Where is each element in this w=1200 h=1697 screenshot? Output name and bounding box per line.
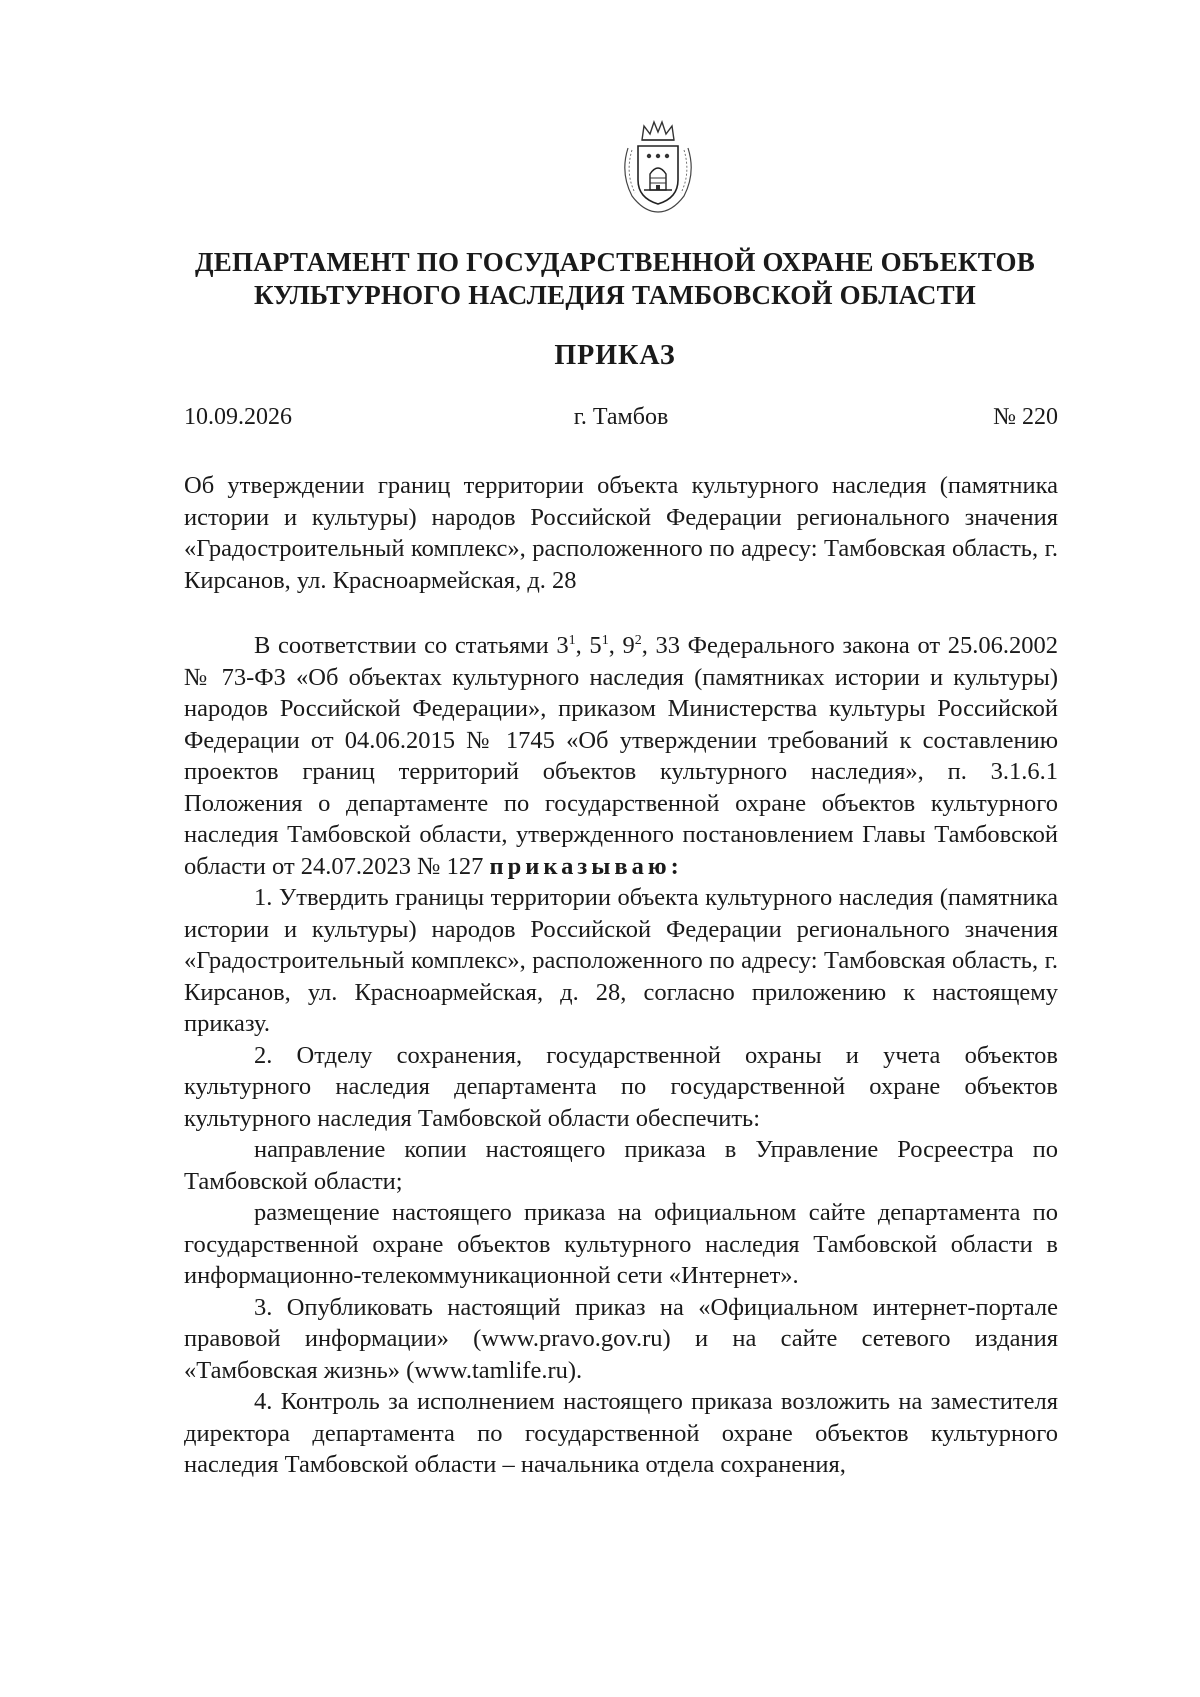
document-meta [184,404,1058,436]
document-number: № 220 [993,404,1058,430]
item-1: 1. Утвердить границы территории объекта культурного наследия (памятника истории и культуры) народов Российской Федерации регионального значения «Градостроительный комплекс», расположенного по адресу: Тамбовская область, г. Кирсанов, ул. Красноармейская, д. 28, согласно приложению к настоящему приказу. [184,884,1058,1037]
item-2a: направление копии настоящего приказа в Управление Росреестра по Тамбовской области; [184,1136,1058,1195]
document-subject [184,470,1058,596]
coat-of-arms-icon [618,118,698,214]
item-4: 4. Контроль за исполнением настоящего приказа возложить на заместителя директора департамента по государственной охране объектов культурного наследия Тамбовской области – начальника отдела сохранения, [184,1388,1058,1478]
order-word: приказываю: [489,852,683,880]
preamble-part-4: , 33 Федерального закона от 25.06.2002 № 73-ФЗ «Об объектах культурного наследия (памятниках истории и культуры) народов Российской Федерации», приказом Министерства культуры Российской Федерации от 04.06.2015 № 1745 «Об утверждении требований к составлению проектов границ территорий объектов культурного наследия», п. 3.1.6.1 Положения о департаменте по государственной охране объектов культурного наследия Тамбовской области, утвержденного постановлением Главы Тамбовской области от 24.07.2023 № 127 [184,632,1058,880]
preamble-part-3: , 9 [608,632,635,659]
item-2: 2. Отделу сохранения, государственной охраны и учета объектов культурного наследия департамента по государственной охране объектов культурного наследия Тамбовской области обеспечить: [184,1041,1058,1132]
header-line-2: КУЛЬТУРНОГО НАСЛЕДИЯ ТАМБОВСКОЙ ОБЛАСТИ [254,280,976,310]
department-header [170,246,1060,312]
preamble-part-2: , 5 [575,632,602,659]
document-city: г. Тамбов [573,404,669,430]
subject-text: Об утверждении границ территории объекта культурного наследия (памятника истории и культуры) народов Российской Федерации регионального значения «Градостроительный комплекс», расположенного по адресу: Тамбовская область, г. Кирсанов, ул. Красноармейская, д. 28 [184,472,1058,594]
document-date: 10.09.2026 [184,404,292,430]
preamble-part-1: В соответствии со статьями 3 [254,632,569,659]
item-3: 3. Опубликовать настоящий приказ на «Официальном интернет-портале правовой информации» (www.pravo.gov.ru) и на сайте сетевого издания «Тамбовская жизнь» (www.tamlife.ru). [184,1293,1058,1384]
document-body [184,630,1058,1481]
superscript-1: 1 [568,632,576,648]
superscript-3: 2 [634,632,642,648]
preamble-paragraph [184,630,1058,882]
item-2b: размещение настоящего приказа на официальном сайте департамента по государственной охране объектов культурного наследия Тамбовской области в информационно-телекоммуникационной сети «Интернет». [184,1199,1058,1289]
document-title: ПРИКАЗ [554,340,676,371]
superscript-2: 1 [601,632,609,648]
header-line-1: ДЕПАРТАМЕНТ ПО ГОСУДАРСТВЕННОЙ ОХРАНЕ ОБЪЕКТОВ [195,247,1035,277]
